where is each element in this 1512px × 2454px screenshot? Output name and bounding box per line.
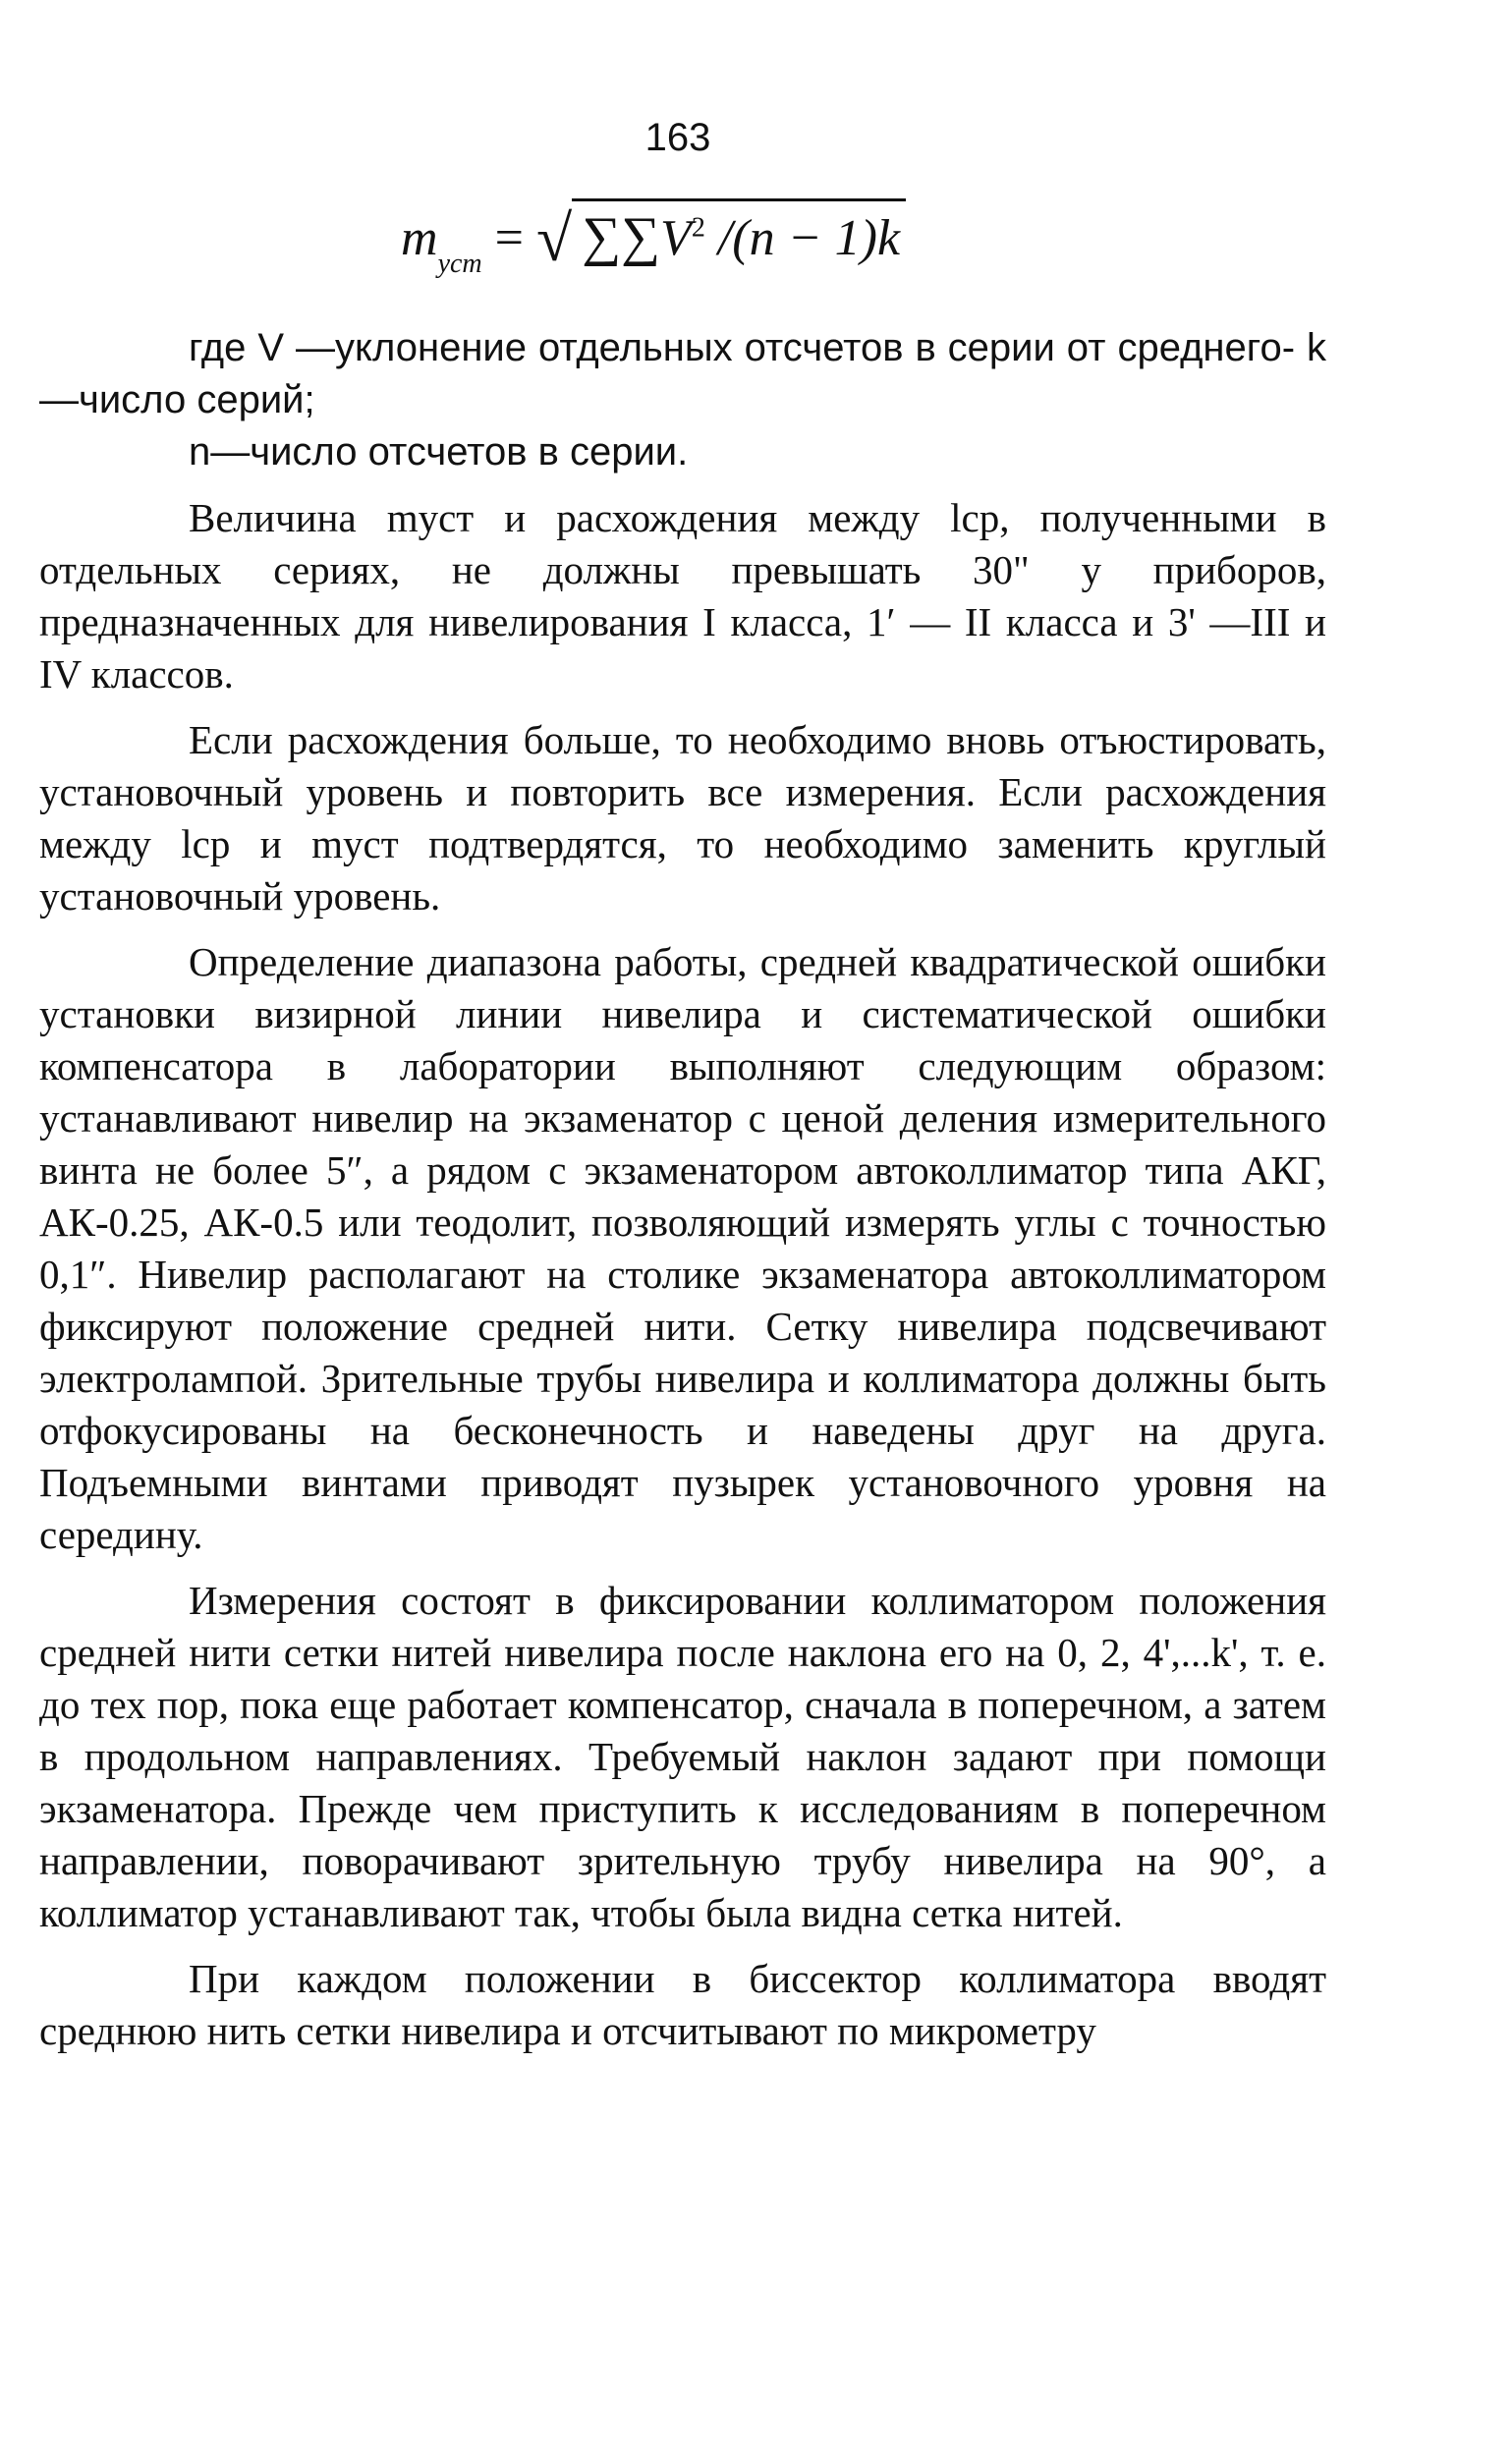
paragraph-5: При каждом положении в биссектор коллиматора вводят среднюю нить сетки нивелира и отсчитывают по микрометру [39,1956,1326,2053]
paragraph-1: Величина mуст и расхождения между lср, полученными в отдельных сериях, не должны превышать 30" у приборов, предназначенных для нивелирования I класса, 1′ — II класса и 3' —III и IV классов. [39,495,1326,697]
page-number: 163 [644,116,711,159]
formula-radicand [572,198,906,268]
radical-sign: √ [535,203,573,275]
paragraph-3: Определение диапазона работы, средней квадратической ошибки установки визирной линии нивелира и систематической ошибки компенсатора в лаборатории выполняют следующим образом: устанавливают нивелир на экзаменатор с ценой деления измерительного винта не более 5″, а рядом с экзаменатором автоколлиматор типа АКГ, АК-0.25, АК-0.5 или теодолит, позволяющий измерять углы с точностью 0,1″. Нивелир располагают на столике экзаменатора автоколлиматором фиксируют положение средней нити. Сетку нивелира подсвечивают электролампой. Зрительные трубы нивелира и коллиматора должны быть отфокусированы на бесконечность и наведены друг на друга. Подъемными винтами приводят пузырек установочного уровня на середину. [39,939,1326,1557]
formula-power: 2 [691,212,705,244]
definition-v-k: где V —уклонение отдельных отсчетов в серии от среднего- k—число серий; [39,326,1326,421]
formula-lhs: m [401,210,438,266]
body-text [39,322,1326,2057]
definition-n: n—число отсчетов в серии. [189,430,689,474]
formula-divisor: /(n − 1)k [704,210,901,266]
formula-equals: = [494,210,524,266]
paragraph-4: Измерения состоят в фиксировании коллиматором положения средней нити сетки нитей нивелира после наклона его на 0, 2, 4',...k', т. е. до тех пор, пока еще работает компенсатор, сначала в поперечном, а затем в продольном направлениях. Требуемый наклон задают при помощи экзаменатора. Прежде чем приступить к исследованиям в поперечном направлении, поворачивают зрительную трубу нивелира на 90°, а коллиматор устанавливают так, чтобы была видна сетка нитей. [39,1578,1326,1935]
formula-lhs-subscript: уст [437,249,482,279]
formula-term: V [660,210,692,266]
sum-sign-1: ∑ [582,206,622,267]
formula [401,196,906,305]
definitions-block [39,322,1326,478]
sum-sign-2: ∑ [621,206,661,267]
paragraph-2: Если расхождения больше, то необходимо вновь отъюстировать, установочный уровень и повторить все измерения. Если расхождения между lср и mуст подтвердятся, то необходимо заменить круглый установочный уровень. [39,717,1326,919]
